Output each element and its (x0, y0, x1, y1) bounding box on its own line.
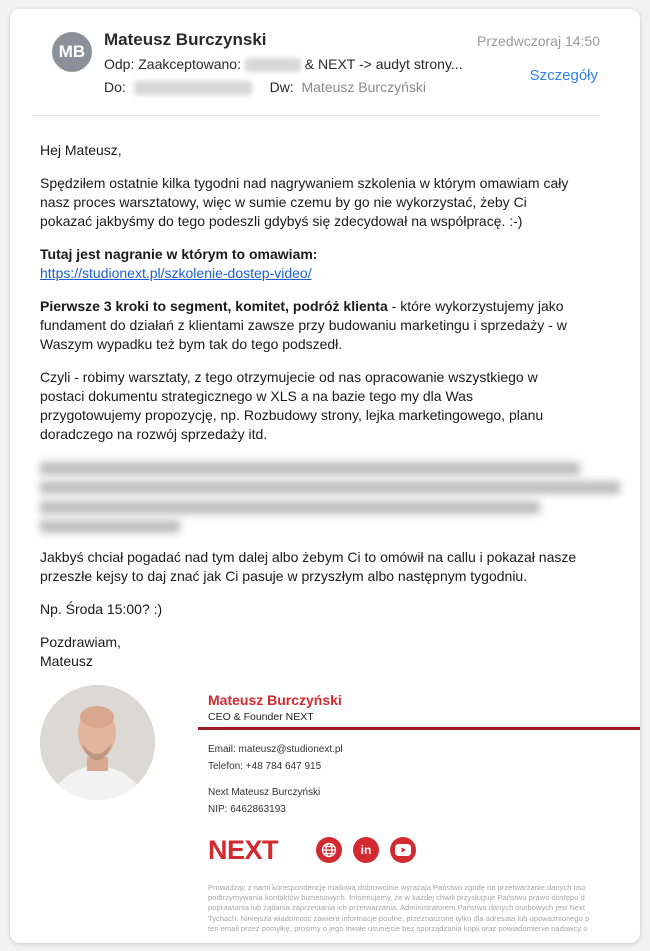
text-line: przeszłe kejsy to daj znać jak Ci pasuje w przyszłym albo następnym tygodniu. (40, 568, 528, 584)
next-logo: NEXT (208, 835, 279, 865)
disclaimer-line: Tychach. Niniejsza wiadomość zawiera informacje poufne, przeznaczone tylko dla adresata lub upoważnionego p (208, 913, 590, 923)
redacted-recipient (134, 81, 252, 95)
sender-name: Mateusz Burczynski (104, 30, 267, 49)
message-date: Przedwczoraj 14:50 (477, 33, 600, 49)
recording-link[interactable]: https://studionext.pl/szkolenie-dostep-video/ (40, 265, 312, 281)
text-line: postaci dokumentu strategicznego w XLS a na bazie tego my dla Was (40, 388, 473, 404)
proposed-time: Np. Środa 15:00? :) (40, 601, 163, 617)
details-link[interactable]: Szczegóły (529, 67, 598, 84)
disclaimer-line: ten email przez pomyłkę, prosimy o jego trwałe usunięcie bez sporządzania kopii oraz powiadomienie nadawcy o (208, 923, 588, 933)
subject-line (104, 56, 463, 72)
signature-email[interactable]: Email: mateusz@studionext.pl (208, 744, 343, 755)
text-line: Jakbyś chciał pogadać nad tym dalej albo żebym Ci to omówił na callu i pokazał nasze (40, 549, 577, 565)
paragraph-recording (40, 245, 630, 283)
closing-text: Pozdrawiam, (40, 634, 121, 650)
signature-nip: NIP: 6462863193 (208, 803, 286, 815)
cc-name: Mateusz Burczyński (301, 79, 426, 95)
greeting: Hej Mateusz, (40, 142, 122, 158)
recording-heading: Tutaj jest nagranie w którym to omawiam: (40, 246, 318, 262)
signature-divider (198, 727, 640, 730)
signature-name: Mateusz Burczyński (208, 692, 342, 708)
text-fragment: - które wykorzystujemy jako (387, 298, 564, 314)
paragraph-workshops (40, 368, 630, 444)
paragraph-steps (40, 297, 630, 354)
signoff-name: Mateusz (40, 653, 93, 669)
signature-photo (40, 685, 155, 800)
signature-role: CEO & Founder NEXT (208, 711, 314, 723)
youtube-icon[interactable] (390, 837, 416, 863)
redacted-company (245, 58, 301, 72)
signature-header (208, 692, 640, 723)
signature-company: Next Mateusz Burczyński (208, 787, 321, 798)
signature-phone[interactable]: Telefon: +48 784 647 915 (208, 760, 322, 772)
message-body (40, 141, 630, 685)
redacted-line (40, 501, 540, 514)
recipients-line (104, 79, 426, 95)
text-line: przygotowujemy propozycję, np. Rozbudowy strony, lejka marketingowego, planu (40, 407, 544, 423)
paragraph-intro (40, 174, 630, 231)
text-line: nasz proces warsztatowy, więc w sumie czemu by go nie wykorzystać, żeby Ci (40, 194, 527, 210)
subject-suffix: & NEXT -> audyt strony... (304, 56, 463, 72)
paragraph-call (40, 548, 630, 586)
subject-prefix: Odp: Zaakceptowano: (104, 56, 241, 72)
disclaimer-line: podtrzymywania kontaktów biznesowych. Informujemy, że w każdej chwili przysługuje Państwu prawo dostępu d (208, 893, 585, 903)
cc-label: Dw: (269, 79, 294, 95)
text-line: doradczego na rozwój sprzedaży itd. (40, 426, 268, 442)
text-line: Spędziłem ostatnie kilka tygodni nad nagrywaniem szkolenia w którym omawiam cały (40, 175, 569, 191)
text-line (40, 297, 630, 316)
redacted-line (40, 481, 620, 494)
redacted-paragraph (40, 458, 630, 534)
disclaimer-line: poprawiania lub żądania zaprzestania ich przetwarzania. Administratorem Państwa danych osobowych jest Next (208, 903, 585, 913)
globe-icon[interactable] (316, 837, 342, 863)
text-line: pokazać jakbyśmy do tego podeszli gdybyś się zdecydował na współpracę. :-) (40, 213, 523, 229)
to-label: Do: (104, 79, 126, 95)
sender-avatar: MB (52, 32, 92, 72)
header-divider (32, 115, 600, 116)
redacted-line (40, 520, 180, 533)
signature-contact (208, 742, 343, 818)
redacted-line (40, 462, 580, 475)
email-message (10, 9, 640, 943)
closing (40, 633, 630, 671)
text-line: Waszym wypadku też bym tak do tego podszedł. (40, 336, 343, 352)
legal-disclaimer (208, 883, 640, 934)
text-line: fundament do działań z klientami zawsze przy budowaniu marketingu i sprzedaży - w (40, 317, 567, 333)
text-line: Czyli - robimy warsztaty, z tego otrzymujecie od nas opracowanie wszystkiego w (40, 369, 538, 385)
linkedin-icon[interactable]: in (353, 837, 379, 863)
steps-bold: Pierwsze 3 kroki to segment, komitet, podróż klienta (40, 298, 388, 314)
disclaimer-line: Prowadząc z nami korespondencję mailową dobrowolnie wyrażają Państwo zgodę na przetwarzanie danych oso (208, 883, 586, 892)
